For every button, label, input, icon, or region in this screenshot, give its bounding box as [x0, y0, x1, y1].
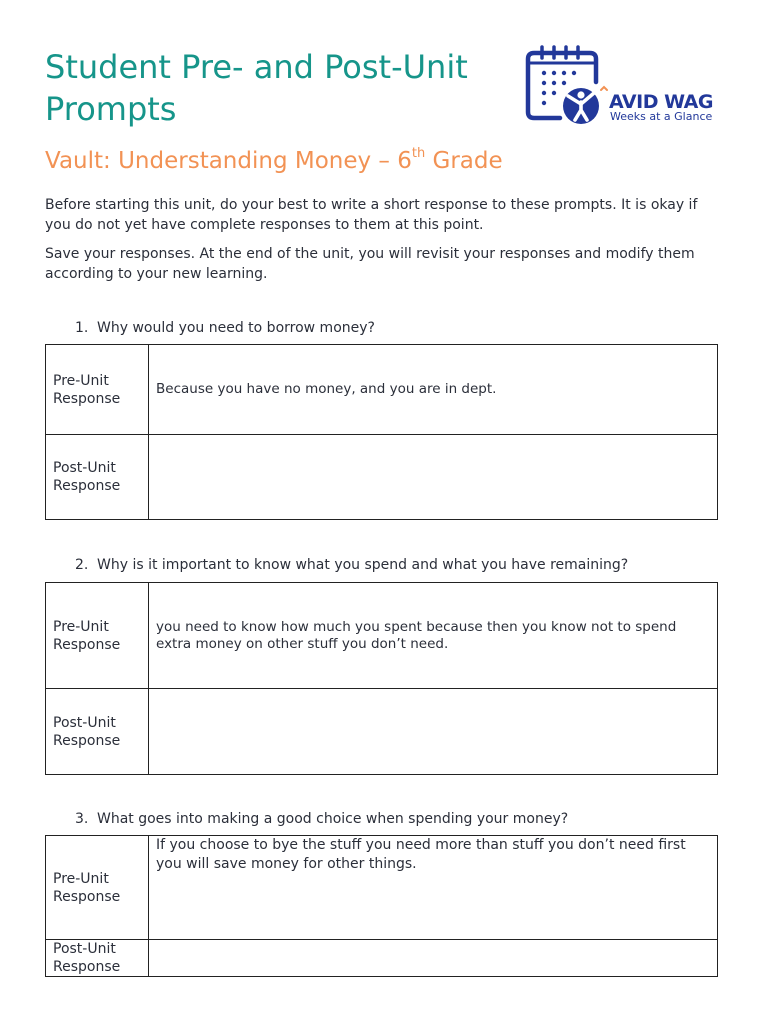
pre-unit-label: Pre-Unit Response: [46, 583, 149, 689]
response-table-2: [45, 582, 718, 775]
page-title: Student Pre- and Post-Unit Prompts: [45, 48, 468, 128]
question-text: Why is it important to know what you spend and what you have remaining?: [97, 557, 629, 573]
pre-unit-response[interactable]: you need to know how much you spent because then you know not to spend extra money on other stuff you don’t need.: [149, 583, 718, 689]
pre-unit-response[interactable]: Because you have no money, and you are in dept.: [149, 345, 718, 435]
logo-wordmark: AVID WAG: [609, 91, 713, 113]
subtitle-main: Vault: Understanding Money – 6: [45, 148, 412, 174]
logo-tagline: Weeks at a Glance: [610, 110, 713, 123]
question-number: 1.: [75, 320, 89, 336]
response-table-1: [45, 344, 718, 520]
question-1: [75, 319, 375, 337]
question-text: What goes into making a good choice when spending your money?: [97, 811, 569, 827]
subtitle-grade: Grade: [425, 148, 503, 174]
calendar-person-icon: [524, 44, 614, 134]
avid-wag-logo: [524, 44, 724, 134]
post-unit-label: Post-Unit Response: [46, 940, 149, 977]
question-3: [75, 810, 568, 828]
pre-unit-row: [46, 345, 718, 435]
question-number: 3.: [75, 811, 89, 827]
post-unit-row: [46, 940, 718, 977]
post-unit-row: [46, 689, 718, 775]
post-unit-response[interactable]: [149, 689, 718, 775]
response-table-3: [45, 835, 718, 977]
intro-paragraph-1: Before starting this unit, do your best to write a short response to these prompts. It is okay if you do not yet have complete responses to them at this point.: [45, 197, 698, 233]
post-unit-row: [46, 435, 718, 520]
post-unit-response[interactable]: [149, 435, 718, 520]
question-text: Why would you need to borrow money?: [97, 320, 375, 336]
post-unit-response[interactable]: [149, 940, 718, 977]
question-2: [75, 556, 628, 574]
pre-unit-response[interactable]: If you choose to bye the stuff you need more than stuff you don’t need first you will save money for other things.: [149, 836, 718, 940]
pre-unit-row: [46, 583, 718, 689]
pre-unit-row: [46, 836, 718, 940]
pre-unit-label: Pre-Unit Response: [46, 345, 149, 435]
post-unit-label: Post-Unit Response: [46, 689, 149, 775]
question-number: 2.: [75, 557, 89, 573]
post-unit-label: Post-Unit Response: [46, 435, 149, 520]
subtitle-superscript: th: [411, 146, 426, 161]
intro-paragraph-2: Save your responses. At the end of the unit, you will revisit your responses and modify them according to your new learning.: [45, 246, 695, 282]
unit-subtitle: [45, 146, 503, 176]
pre-unit-label: Pre-Unit Response: [46, 836, 149, 940]
